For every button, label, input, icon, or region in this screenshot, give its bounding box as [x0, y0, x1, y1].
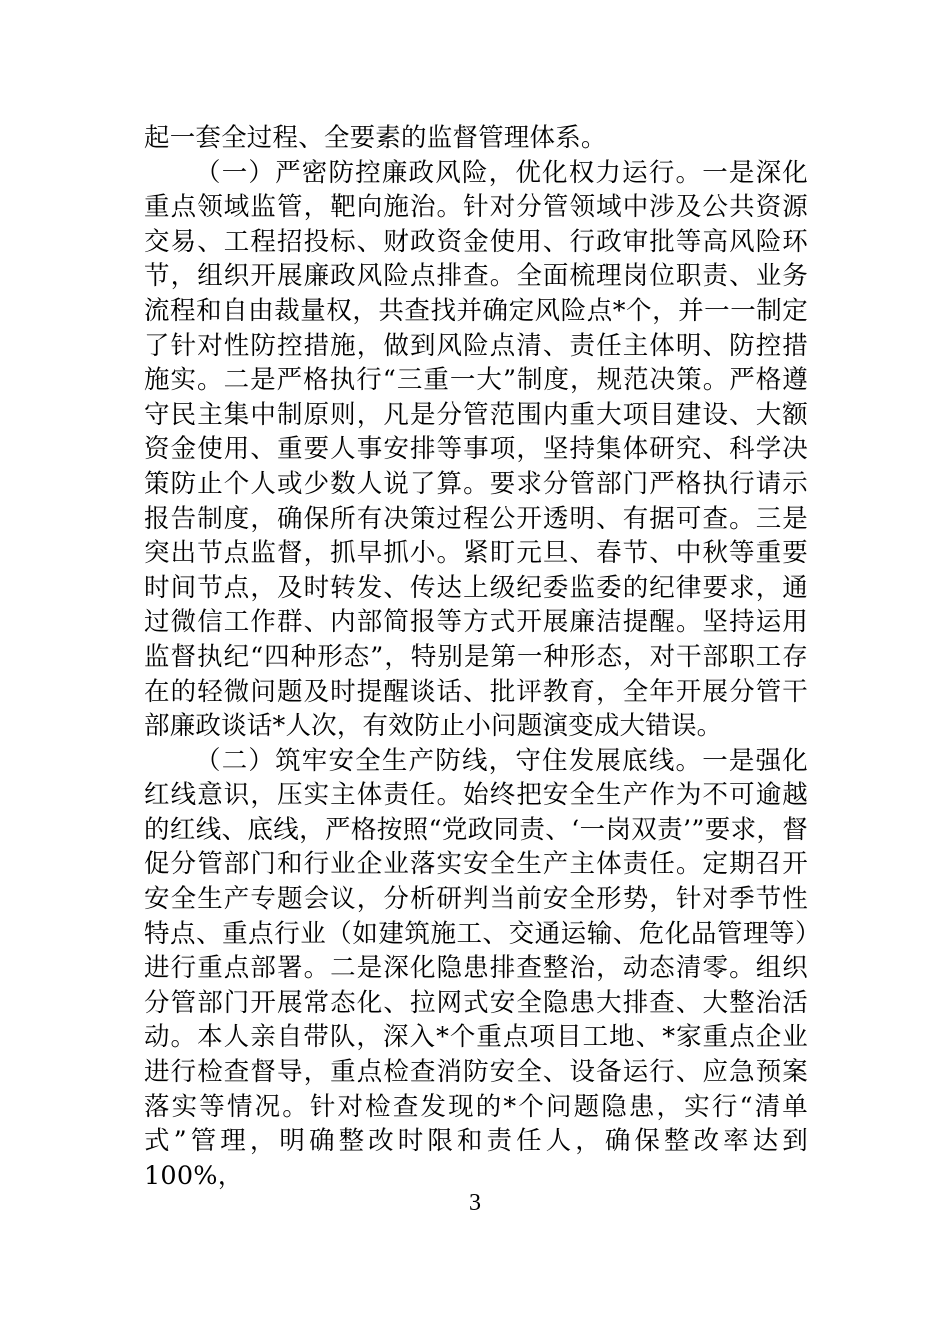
page-number: 3 [469, 1190, 481, 1216]
paragraph-section-two: （二）筑牢安全生产防线，守住发展底线。一是强化红线意识，压实主体责任。始终把安全生产作为不可逾越的红线、底线，严格按照“党政同责、‘一岗双责’”要求，督促分管部门和行业企业落实安全生产主体责任。定期召开安全生产专题会议，分析研判当前安全形势，针对季节性特点、重点行业（如建筑施工、交通运输、危化品管理等）进行重点部署。二是深化隐患排查整治，动态清零。组织分管部门开展常态化、拉网式安全隐患大排查、大整治活动。本人亲自带队，深入*个重点项目工地、*家重点企业进行检查督导，重点检查消防安全、设备运行、应急预案落实等情况。针对检查发现的*个问题隐患，实行“清单式”管理，明确整改时限和责任人，确保整改率达到 100%， [144, 745, 808, 1191]
document-body [144, 121, 808, 1193]
paragraph-section-one: （一）严密防控廉政风险，优化权力运行。一是深化重点领域监管，靶向施治。针对分管领域中涉及公共资源交易、工程招投标、财政资金使用、行政审批等高风险环节，组织开展廉政风险点排查。全面梳理岗位职责、业务流程和自由裁量权，共查找并确定风险点*个，并一一制定了针对性防控措施，做到风险点清、责任主体明、防控措施实。二是严格执行“三重一大”制度，规范决策。严格遵守民主集中制原则，凡是分管范围内重大项目建设、大额资金使用、重要人事安排等事项，坚持集体研究、科学决策防止个人或少数人说了算。要求分管部门严格执行请示报告制度，确保所有决策过程公开透明、有据可查。三是突出节点监督，抓早抓小。紧盯元旦、春节、中秋等重要时间节点，及时转发、传达上级纪委监委的纪律要求，通过微信工作群、内部简报等方式开展廉洁提醒。坚持运用监督执纪“四种形态”，特别是第一种形态，对干部职工存在的轻微问题及时提醒谈话、批评教育，全年开展分管干部廉政谈话*人次，有效防止小问题演变成大错误。 [144, 157, 808, 742]
paragraph-continuation: 起一套全过程、全要素的监督管理体系。 [144, 123, 607, 153]
